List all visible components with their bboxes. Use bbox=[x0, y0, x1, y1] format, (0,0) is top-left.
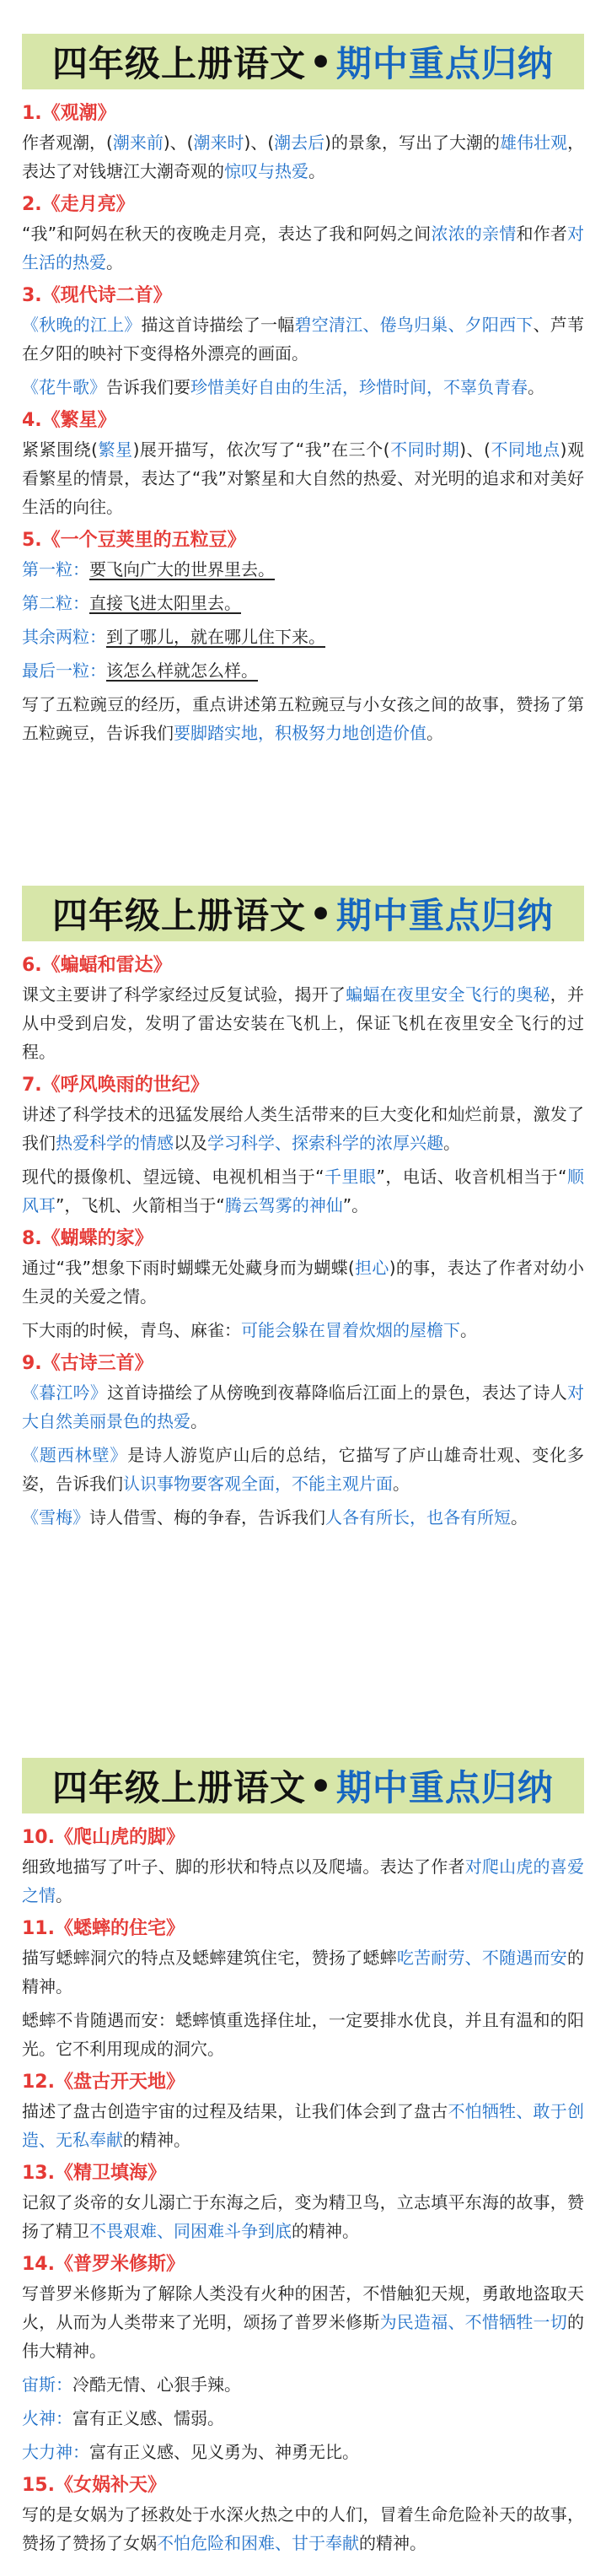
highlight-text: 不同地点 bbox=[490, 439, 560, 460]
body-text: 课文主要讲了科学家经过反复试验，揭开了 bbox=[22, 984, 346, 1005]
lesson-heading: 4.《繁星》 bbox=[22, 410, 116, 431]
body-text: 和作者 bbox=[516, 224, 568, 244]
body-text: 写的是女娲为了拯救处于水深火热之中的人们，冒着生命危险补天的故事，赞扬了赞扬了女娲 bbox=[22, 2504, 584, 2553]
body-text: 。 bbox=[460, 1320, 477, 1340]
body-text: )的事，表达了作者对幼小生灵的关爱之情。 bbox=[22, 1258, 585, 1307]
banner-dot: • bbox=[309, 1765, 333, 1807]
highlight-text: 人各有所长，也各有所短 bbox=[325, 1507, 511, 1528]
body-text: 。 bbox=[190, 1411, 207, 1431]
body-text: ”。 bbox=[342, 1195, 369, 1215]
highlight-text: 《雪梅》 bbox=[22, 1507, 89, 1528]
highlight-text: 不同时期 bbox=[389, 439, 460, 460]
body-text: 这首诗描绘了从傍晚到夜幕降临后江面上的景色，表达了诗人 bbox=[107, 1382, 567, 1403]
body-text: 。 bbox=[308, 161, 325, 181]
body-text: ”，电话、收音机相当于“ bbox=[376, 1167, 567, 1187]
body-text: 写普罗米修斯为了解除人类没有火种的困苦，不惜触犯天规，勇敢地盗取天火，从而为人类带来了光明，颂扬了普罗米修斯 bbox=[22, 2283, 584, 2332]
lesson-section bbox=[22, 526, 584, 747]
lesson-paragraph bbox=[22, 2370, 584, 2399]
body-text: “我”和阿妈在秋天的夜晚走月亮，表达了我和阿妈之间 bbox=[22, 224, 432, 244]
section-banner bbox=[22, 886, 584, 941]
lesson-heading: 2.《走月亮》 bbox=[22, 194, 135, 215]
highlight-text: 要脚踏实地，积极努力地创造价值 bbox=[174, 723, 426, 743]
highlight-text: 《秋晚的江上》 bbox=[22, 315, 142, 335]
lesson-paragraph bbox=[22, 1316, 584, 1345]
lesson-paragraph bbox=[22, 1503, 584, 1532]
lesson-paragraph bbox=[22, 1378, 584, 1436]
highlight-text: 顺风耳 bbox=[22, 1167, 585, 1215]
lesson-section bbox=[22, 1824, 584, 1910]
highlight-text: 《题西林壁》 bbox=[22, 1445, 128, 1465]
highlight-text: 吃苦耐劳、不随遇而安 bbox=[396, 1948, 567, 1968]
pea-line-label: 第二粒： bbox=[22, 593, 89, 613]
lesson-paragraph bbox=[22, 310, 584, 368]
highlight-text: 不怕危险和困难、甘于奉献 bbox=[157, 2533, 359, 2553]
lesson-heading: 7.《呼风唤雨的世纪》 bbox=[22, 1075, 209, 1096]
body-text: 描这首诗描绘了一幅 bbox=[141, 315, 295, 335]
lesson-section bbox=[22, 1071, 584, 1220]
body-text: 的精神。 bbox=[123, 2130, 190, 2150]
lesson-section bbox=[22, 191, 584, 277]
lesson-paragraph bbox=[22, 1162, 584, 1220]
banner-title-left: 四年级上册语文 bbox=[52, 895, 307, 936]
lesson-paragraph bbox=[22, 1441, 584, 1498]
body-text: 下大雨的时候，青鸟、麻雀： bbox=[22, 1320, 241, 1340]
body-text: 、芦苇在夕阳的映衬下变得格外漂亮的画面。 bbox=[22, 315, 584, 364]
pea-line bbox=[22, 656, 584, 685]
lesson-heading: 8.《蝴蝶的家》 bbox=[22, 1228, 153, 1249]
lesson-heading: 9.《古诗三首》 bbox=[22, 1353, 153, 1374]
body-text: 富有正义感、懦弱。 bbox=[72, 2408, 224, 2428]
body-text: 通过“我”想象下雨时蝴蝶无处藏身而为蝴蝶( bbox=[22, 1258, 355, 1278]
highlight-text: 珍惜美好自由的生活，珍惜时间，不辜负青春 bbox=[190, 377, 528, 397]
body-text: 的精神。 bbox=[22, 1948, 584, 1997]
body-text: ，表达了对钱塘江大潮奇观的 bbox=[22, 132, 585, 181]
lesson-heading: 14.《普罗米修斯》 bbox=[22, 2254, 185, 2275]
pea-line-label: 第一粒： bbox=[22, 559, 89, 579]
lesson-paragraph bbox=[22, 219, 584, 277]
body-text: )、( bbox=[163, 132, 194, 153]
highlight-text: 潮来前 bbox=[112, 132, 164, 153]
body-text: 是诗人游览庐山后的总结，它描写了庐山雄奇壮观、变化多姿，告诉我们 bbox=[22, 1445, 585, 1494]
pea-line-text: 该怎么样就怎么样。 bbox=[106, 660, 258, 681]
highlight-text: 可能会躲在冒着炊烟的屋檐下 bbox=[241, 1320, 460, 1340]
highlight-text: 惊叹与热爱 bbox=[224, 161, 308, 181]
highlight-text: 学习科学、探索科学的浓厚兴趣 bbox=[207, 1133, 443, 1153]
highlight-text: 认识事物要客观全面，不能主观片面 bbox=[123, 1474, 393, 1494]
lesson-section bbox=[22, 1915, 584, 2063]
lesson-paragraph bbox=[22, 2279, 584, 2365]
lesson-heading: 12.《盘古开天地》 bbox=[22, 2072, 185, 2093]
lesson-paragraph bbox=[22, 2188, 584, 2245]
highlight-text: 蝙蝠在夜里安全飞行的奥秘 bbox=[346, 984, 550, 1005]
lesson-paragraph bbox=[22, 373, 584, 401]
highlight-text: 热爱科学的情感 bbox=[56, 1133, 174, 1153]
banner-title-right: 期中重点归纳 bbox=[335, 895, 554, 936]
lesson-section bbox=[22, 2250, 584, 2466]
highlight-text: 对大自然美丽景色的热爱 bbox=[22, 1382, 584, 1431]
body-text: 细致地描写了叶子、脚的形状和特点以及爬墙。表达了作者 bbox=[22, 1857, 465, 1877]
lesson-heading: 13.《精卫填海》 bbox=[22, 2163, 166, 2184]
lesson-section bbox=[22, 1350, 584, 1532]
lesson-paragraph bbox=[22, 2006, 584, 2063]
lesson-section bbox=[22, 1225, 584, 1345]
pea-line-text: 直接飞进太阳里去。 bbox=[89, 593, 241, 613]
body-text: 描述了盘古创造宇宙的过程及结果，让我们体会到了盘古 bbox=[22, 2101, 448, 2121]
lesson-paragraph bbox=[22, 690, 584, 747]
highlight-text: 潮来时 bbox=[193, 132, 244, 153]
lesson-section bbox=[22, 282, 584, 401]
lesson-paragraph bbox=[22, 980, 584, 1066]
pea-line-text: 要飞向广大的世界里去。 bbox=[89, 559, 275, 579]
highlight-text: 《暮江吟》 bbox=[22, 1382, 108, 1403]
banner-title-right: 期中重点归纳 bbox=[335, 43, 554, 84]
lesson-heading: 1.《观潮》 bbox=[22, 103, 116, 124]
lesson-paragraph bbox=[22, 1253, 584, 1311]
pea-line bbox=[22, 589, 584, 617]
highlight-text: 担心 bbox=[354, 1258, 389, 1278]
pea-line bbox=[22, 622, 584, 651]
body-text: 的精神。 bbox=[359, 2533, 426, 2553]
highlight-text: 碧空清江、倦鸟归巢、夕阳西下 bbox=[294, 315, 534, 335]
lesson-paragraph bbox=[22, 128, 584, 186]
body-text: ，并从中受到启发，发明了雷达安装在飞机上，保证飞机在夜里安全飞行的过程。 bbox=[22, 984, 584, 1062]
body-text: 富有正义感、见义勇为、神勇无比。 bbox=[89, 2442, 359, 2462]
body-text: 。 bbox=[56, 1885, 72, 1905]
pea-line-text: 到了哪儿，就在哪儿住下来。 bbox=[106, 627, 325, 647]
pea-line-label: 最后一粒： bbox=[22, 660, 106, 681]
highlight-text: 潮去后 bbox=[274, 132, 325, 153]
lesson-paragraph bbox=[22, 435, 584, 521]
body-text: 作者观潮，( bbox=[22, 132, 113, 153]
body-text: 紧紧围绕( bbox=[22, 439, 98, 460]
lesson-section bbox=[22, 100, 584, 186]
highlight-text: 为民造福、不惜牺牲一切 bbox=[379, 2312, 567, 2332]
lesson-section bbox=[22, 2159, 584, 2245]
lesson-section bbox=[22, 2068, 584, 2154]
banner-dot: • bbox=[309, 40, 333, 83]
banner-title-left: 四年级上册语文 bbox=[52, 1767, 307, 1808]
body-text: ”，飞机、火箭相当于“ bbox=[56, 1195, 225, 1215]
body-text: )的景象，写出了大潮的 bbox=[324, 132, 501, 153]
body-text: 。 bbox=[393, 1474, 410, 1494]
section-banner bbox=[22, 34, 584, 89]
pea-line bbox=[22, 555, 584, 584]
highlight-text: 雄伟壮观 bbox=[500, 132, 568, 153]
body-text: )、( bbox=[459, 439, 491, 460]
body-text: 。 bbox=[528, 377, 544, 397]
body-text: 的伟大精神。 bbox=[22, 2312, 584, 2361]
body-text: 讲述了科学技术的迅猛发展给人类生活带来的巨大变化和灿烂前景，激发了我们 bbox=[22, 1104, 584, 1153]
banner-title-right: 期中重点归纳 bbox=[335, 1767, 554, 1808]
highlight-text: 不畏艰难、同困难斗争到底 bbox=[89, 2221, 292, 2241]
lesson-paragraph bbox=[22, 2404, 584, 2433]
body-text: 告诉我们要 bbox=[106, 377, 190, 397]
lesson-section bbox=[22, 951, 584, 1066]
pea-line-label: 其余两粒： bbox=[22, 627, 106, 647]
body-text: 的精神。 bbox=[292, 2221, 359, 2241]
section-banner bbox=[22, 1758, 584, 1813]
lesson-paragraph bbox=[22, 2097, 584, 2154]
body-text: 。 bbox=[106, 252, 123, 272]
lesson-heading: 6.《蝙蝠和雷达》 bbox=[22, 955, 172, 976]
highlight-text: 对生活的热爱 bbox=[22, 224, 585, 272]
body-text: 诗人借雪、梅的争春，告诉我们 bbox=[89, 1507, 325, 1528]
highlight-text: 不怕牺牲、敢于创造、无私奉献 bbox=[22, 2101, 584, 2150]
body-text: 现代的摄像机、望远镜、电视机相当于“ bbox=[22, 1167, 324, 1187]
highlight-text: 大力神： bbox=[22, 2442, 89, 2462]
body-text: 。 bbox=[511, 1507, 528, 1528]
highlight-text: 火神： bbox=[22, 2408, 72, 2428]
lesson-paragraph bbox=[22, 1100, 584, 1157]
body-text: )展开描写，依次写了“我”在三个( bbox=[132, 439, 390, 460]
lesson-heading: 11.《蟋蟀的住宅》 bbox=[22, 1918, 185, 1939]
lesson-section bbox=[22, 407, 584, 521]
lesson-section bbox=[22, 2471, 584, 2557]
body-text: 。 bbox=[426, 723, 443, 743]
body-text: 以及 bbox=[174, 1133, 207, 1153]
highlight-text: 腾云驾雾的神仙 bbox=[224, 1195, 343, 1215]
body-text: 蟋蟀不肯随遇而安：蟋蟀慎重选择住址，一定要排水优良，并且有温和的阳光。它不利用现成的洞穴。 bbox=[22, 2010, 584, 2059]
highlight-text: 繁星 bbox=[97, 439, 133, 460]
summary-card-2 bbox=[22, 886, 584, 1537]
summary-card-1 bbox=[22, 34, 584, 752]
highlight-text: 《花牛歌》 bbox=[22, 377, 106, 397]
lesson-heading: 3.《现代诗二首》 bbox=[22, 285, 172, 306]
lesson-paragraph bbox=[22, 2500, 584, 2557]
lesson-heading: 15.《女娲补天》 bbox=[22, 2475, 166, 2496]
lesson-paragraph bbox=[22, 1943, 584, 2001]
body-text: 。 bbox=[443, 1133, 460, 1153]
body-text: 描写蟋蟀洞穴的特点及蟋蟀建筑住宅，赞扬了蟋蟀 bbox=[22, 1948, 397, 1968]
body-text: 写了五粒豌豆的经历，重点讲述第五粒豌豆与小女孩之间的故事，赞扬了第五粒豌豆，告诉我们 bbox=[22, 694, 584, 743]
highlight-text: 千里眼 bbox=[324, 1167, 377, 1187]
body-text: 冷酷无情、心狠手辣。 bbox=[72, 2374, 241, 2395]
lesson-paragraph bbox=[22, 2438, 584, 2466]
lesson-heading: 5.《一个豆荚里的五粒豆》 bbox=[22, 530, 246, 551]
body-text: )观看繁星的情景，表达了“我”对繁星和大自然的热爱、对光明的追求和对美好生活的向往。 bbox=[22, 439, 584, 517]
lesson-heading: 10.《爬山虎的脚》 bbox=[22, 1827, 185, 1848]
summary-card-3 bbox=[22, 1758, 584, 2563]
highlight-text: 宙斯： bbox=[22, 2374, 72, 2395]
body-text: 记叙了炎帝的女儿溺亡于东海之后，变为精卫鸟，立志填平东海的故事，赞扬了精卫 bbox=[22, 2192, 584, 2241]
highlight-text: 浓浓的亲情 bbox=[431, 224, 517, 244]
highlight-text: 对爬山虎的喜爱之情 bbox=[22, 1857, 584, 1905]
banner-dot: • bbox=[309, 892, 333, 935]
banner-title-left: 四年级上册语文 bbox=[52, 43, 307, 84]
body-text: )、( bbox=[244, 132, 275, 153]
lesson-paragraph bbox=[22, 1852, 584, 1910]
